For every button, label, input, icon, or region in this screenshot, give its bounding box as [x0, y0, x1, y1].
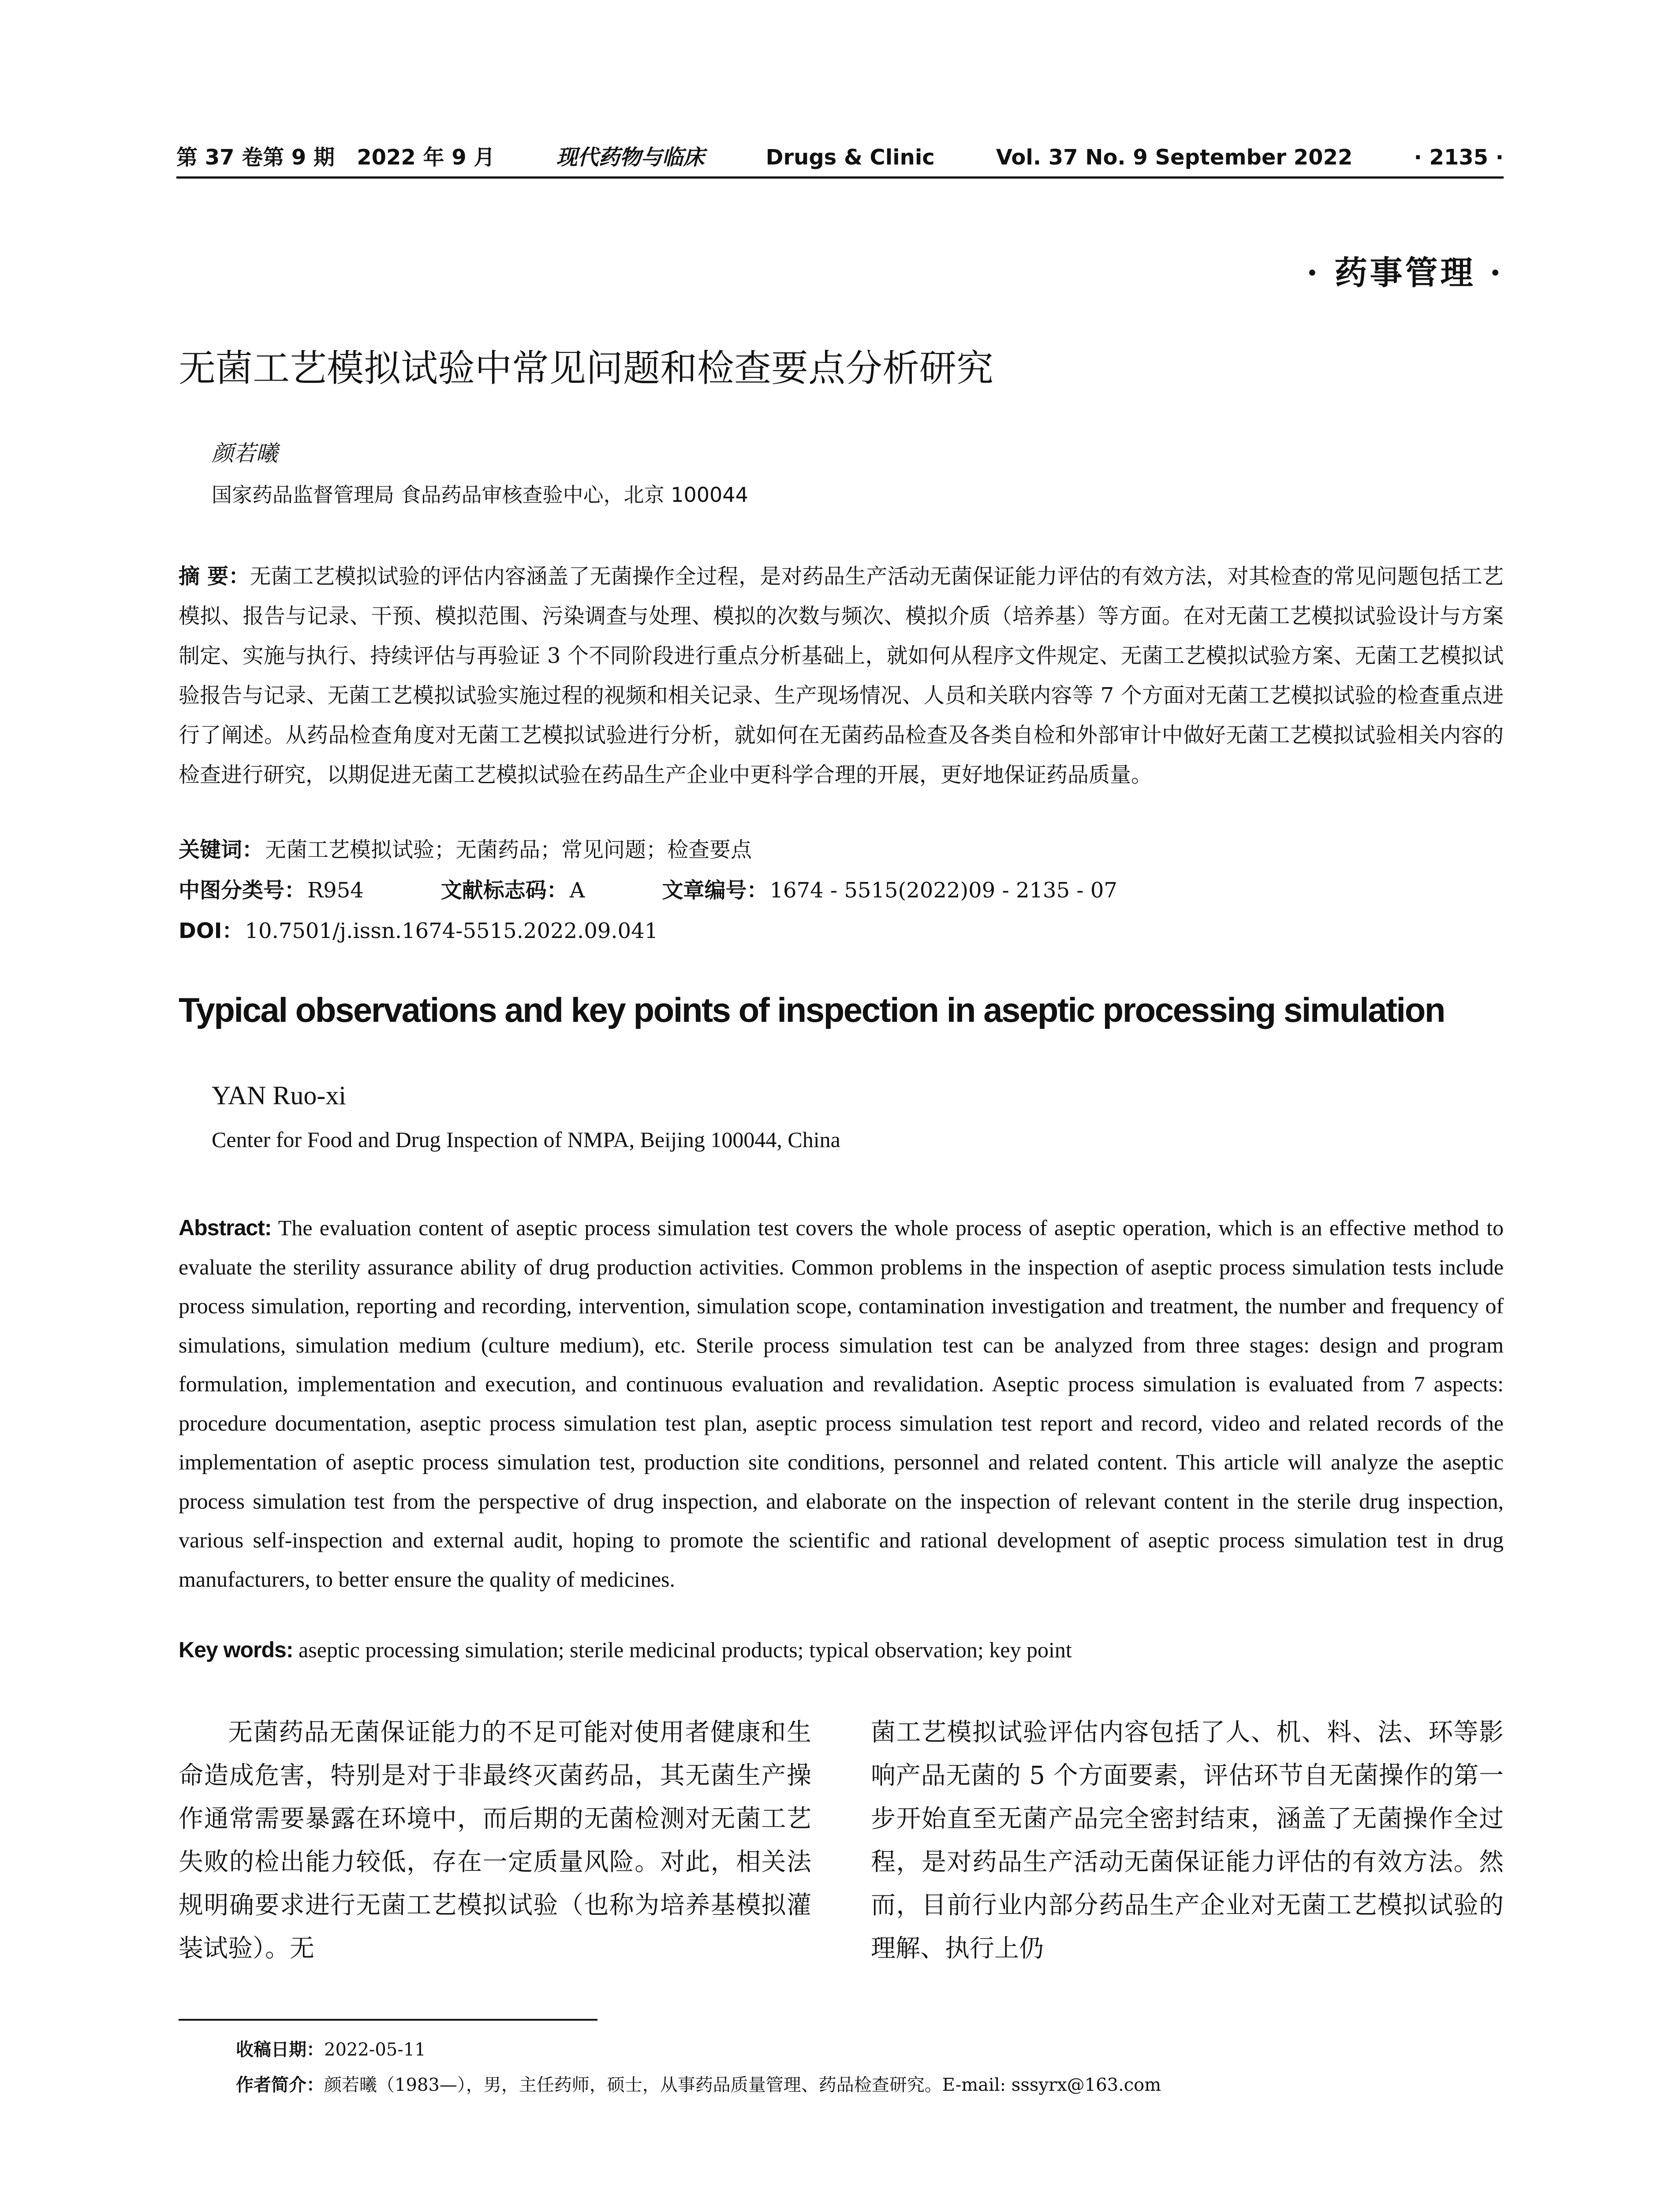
- header-volume-en: Vol. 37 No. 9 September 2022: [996, 145, 1353, 170]
- abstract-zh-text: 无菌工艺模拟试验的评估内容涵盖了无菌操作全过程，是对药品生产活动无菌保证能力评估的有效方法，对其检查的常见问题包括工艺模拟、报告与记录、干预、模拟范围、污染调查与处理、模拟的次数与频次、模拟介质（培养基）等方面。在对无菌工艺模拟试验设计与方案制定、实施与执行、持续评估与再验证 3 个不同阶段进行重点分析基础上，就如何从程序文件规定、无菌工艺模拟试验方案、无菌工艺模拟试验报告与记录、无菌工艺模拟试验实施过程的视频和相关记录、生产现场情况、人员和关联内容等 7 个方面对无菌工艺模拟试验的检查重点进行了阐述。从药品检查角度对无菌工艺模拟试验进行分析，就如何在无菌药品检查及各类自检和外部审计中做好无菌工艺模拟试验相关内容的检查进行研究，以期促进无菌工艺模拟试验在药品生产企业中更科学合理的开展，更好地保证药品质量。: [179, 564, 1504, 787]
- keywords-zh-text: 无菌工艺模拟试验；无菌药品；常见问题；检查要点: [265, 837, 752, 862]
- clc-number: 中图分类号：R954: [179, 878, 364, 903]
- author-zh: 颜若曦: [212, 441, 278, 466]
- classification-row: [179, 873, 1117, 904]
- document-code: 文献标志码：A: [441, 878, 585, 903]
- abstract-en: [179, 1208, 1504, 1599]
- section-label: · 药事管理 ·: [1306, 254, 1504, 292]
- author-en: YAN Ruo-xi: [212, 1081, 347, 1110]
- title-en: Typical observations and key points of inspection in aseptic processing simulation: [179, 990, 1445, 1029]
- doi-value[interactable]: 10.7501/j.issn.1674-5515.2022.09.041: [245, 919, 658, 943]
- keywords-en-label: Key words:: [179, 1637, 293, 1662]
- keywords-en: [179, 1637, 1072, 1663]
- article-number: 文章编号：1674 - 5515(2022)09 - 2135 - 07: [662, 878, 1117, 903]
- abstract-zh: [179, 557, 1504, 795]
- header-journal-en: Drugs & Clinic: [765, 145, 935, 170]
- keywords-zh-label: 关键词：: [179, 837, 264, 862]
- header-page-number: · 2135 ·: [1414, 145, 1504, 170]
- footnote-author-bio: 作者简介：颜若曦（1983—），男，主任药师，硕士，从事药品质量管理、药品检查研究。E-mail: sssyrx@163.com: [236, 2075, 1161, 2095]
- footnote-rule: [179, 2019, 597, 2021]
- footnote-received: 收稿日期：2022-05-11: [236, 2040, 426, 2060]
- keywords-en-text: aseptic processing simulation; sterile medicinal products; typical observation; key point: [299, 1637, 1072, 1662]
- body-column-left: 无菌药品无菌保证能力的不足可能对使用者健康和生命造成危害，特别是对于非最终灭菌药品，其无菌生产操作通常需要暴露在环境中，而后期的无菌检测对无菌工艺失败的检出能力较低，存在一定质量风险。对此，相关法规明确要求进行无菌工艺模拟试验（也称为培养基模拟灌装试验）。无: [179, 1718, 811, 1963]
- abstract-en-text: The evaluation content of aseptic process simulation test covers the whole process of aseptic operation, which is an effective method to evaluate the sterility assurance ability of drug production activities. Common problems in the inspection of aseptic process simulation tests include process simulation, reporting and recording, intervention, simulation scope, contamination investigation and treatment, the number and frequency of simulations, simulation medium (culture medium), etc. Sterile process simulation test can be analyzed from three stages: design and program formulation, implementation and execution, and continuous evaluation and revalidation. Aseptic process simulation is evaluated from 7 aspects: procedure documentation, aseptic process simulation test plan, aseptic process simulation test report and record, video and related records of the implementation of aseptic process simulation test, production site conditions, personnel and related content. This article will analyze the aseptic process simulation test from the perspective of drug inspection, and elaborate on the inspection of relevant content in the sterile drug inspection, various self-inspection and external audit, hoping to promote the scientific and rational development of aseptic process simulation test in drug manufacturers, to better ensure the quality of medicines.: [179, 1215, 1504, 1592]
- header-volume-zh: 第 37 卷第 9 期 2022 年 9 月: [176, 145, 495, 170]
- header-journal-zh: 现代药物与临床: [556, 145, 705, 170]
- affiliation-zh: 国家药品监督管理局 食品药品审核查验中心，北京 100044: [212, 483, 748, 507]
- body-column-right: 菌工艺模拟试验评估内容包括了人、机、料、法、环等影响产品无菌的 5 个方面要素，评估环节自无菌操作的第一步开始直至无菌产品完全密封结束，涵盖了无菌操作全过程，是对药品生产活动无菌保证能力评估的有效方法。然而，目前行业内部分药品生产企业对无菌工艺模拟试验的理解、执行上仍: [871, 1718, 1504, 1963]
- running-header: [176, 140, 1504, 171]
- title-zh: 无菌工艺模拟试验中常见问题和检查要点分析研究: [179, 347, 994, 390]
- doi-label: DOI：: [179, 919, 243, 943]
- doi: [179, 914, 658, 944]
- header-rule: [176, 176, 1504, 179]
- affiliation-en: Center for Food and Drug Inspection of NMPA, Beijing 100044, China: [212, 1127, 840, 1152]
- keywords-zh: [179, 833, 752, 863]
- abstract-zh-label: 摘 要：: [179, 564, 250, 589]
- abstract-en-label: Abstract:: [179, 1215, 272, 1240]
